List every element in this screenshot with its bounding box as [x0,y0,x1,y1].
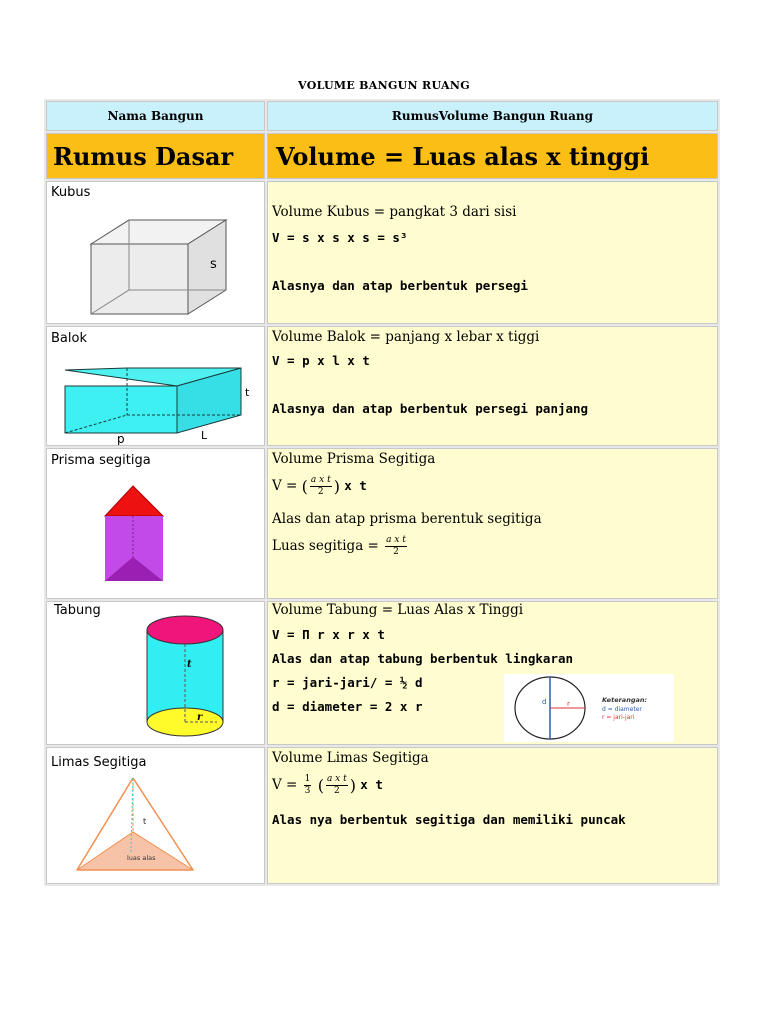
balok-formula-cell [267,326,718,446]
prisma-v-suffix: x t [344,478,367,493]
circle-legend-title: Keterangan: [602,696,648,704]
limas-line3: Alas nya berbentuk segitiga dan memiliki puncak [272,812,626,827]
circle-diameter-label: d [542,698,547,706]
volume-table [44,99,720,886]
prisma-v-prefix: V = [272,478,298,494]
prisma-fraction: $\frac{\text{a x t}}{2}$ [310,475,331,497]
limas-coefficient: $\frac{1}{3}$ [304,774,311,796]
balok-line3: Alasnya dan atap berbentuk persegi panjang [272,401,589,416]
limas-formula-cell [267,747,718,884]
kubus-shape-cell [46,181,265,324]
prisma-luas-formula [272,535,409,558]
cylinder-radius-label: r [197,712,203,723]
circle-legend-d: d = diameter [602,706,642,713]
circle-diagram [504,674,674,742]
cuboid-length-label: p [117,432,125,446]
prisma-line1: Volume Prisma Segitiga [272,451,436,467]
cuboid-diagram [47,327,265,446]
limas-v-suffix: x t [360,777,383,792]
tabung-shape-cell [46,601,265,745]
kubus-name: Kubus [51,185,91,200]
page-title: VOLUME BANGUN RUANG [298,79,470,92]
prisma-volume-formula: V = ( $\frac{\text{a x t}}{2}$ ) x t [272,475,367,497]
limas-volume-formula: V = $\frac{1}{3}$ ( $\frac{\text{a x t}}{2}$ ) x t [272,774,383,796]
pyramid-height-label: t [143,817,147,826]
limas-name: Limas Segitiga [51,755,147,770]
cylinder-diagram [47,602,265,745]
tabung-line5: d = diameter = 2 x r [272,699,423,714]
cuboid-width-label: L [201,429,208,442]
cylinder-height-label: t [187,659,192,670]
tabung-line3: Alas dan atap tabung berbentuk lingkaran [272,651,574,666]
limas-fraction: $\frac{\text{a x t}}{2}$ [326,774,347,796]
prisma-formula-cell [267,448,718,599]
balok-line1: Volume Balok = panjang x lebar x tiggi [272,329,540,345]
rumus-dasar-formula: Volume = Luas alas x tinggi [267,133,718,179]
kubus-line3: Alasnya dan atap berbentuk persegi [272,278,528,293]
tabung-line2: V = Π r x r x t [272,627,385,642]
header-col-name: Nama Bangun [46,101,265,131]
cube-side-label: s [210,257,217,272]
rumus-dasar-label: Rumus Dasar [46,133,265,179]
kubus-formula-cell [267,181,718,324]
prisma-shape-cell [46,448,265,599]
tabung-line4: r = jari-jari/ = ½ d [272,675,423,690]
prisma-luas-prefix: Luas segitiga = [272,538,379,554]
balok-line2: V = p x l x t [272,353,370,368]
circle-radius-label: r [567,700,570,708]
prisma-name: Prisma segitiga [51,453,151,468]
circle-legend-r: r = jari-jari [602,714,635,721]
tabung-line1: Volume Tabung = Luas Alas x Tinggi [272,602,524,618]
prisma-line3: Alas dan atap prisma berentuk segitiga [272,511,542,527]
triangular-pyramid-diagram [47,748,265,884]
cube-diagram [47,182,265,324]
balok-name: Balok [51,331,87,346]
limas-v-prefix: V = [272,777,298,793]
pyramid-base-label: luas alas [127,854,156,862]
kubus-line1: Volume Kubus = pangkat 3 dari sisi [272,204,517,220]
header-col-formula: RumusVolume Bangun Ruang [267,101,718,131]
balok-shape-cell [46,326,265,446]
kubus-line2: V = s x s x s = s³ [272,230,408,245]
tabung-name: Tabung [54,603,101,618]
limas-shape-cell [46,747,265,884]
limas-line1: Volume Limas Segitiga [272,750,429,766]
prisma-luas-fraction: $\frac{\text{a x t}}{2}$ [386,535,406,557]
cuboid-height-label: t [245,386,250,399]
triangular-prism-diagram [47,449,265,599]
tabung-formula-cell [267,601,718,745]
